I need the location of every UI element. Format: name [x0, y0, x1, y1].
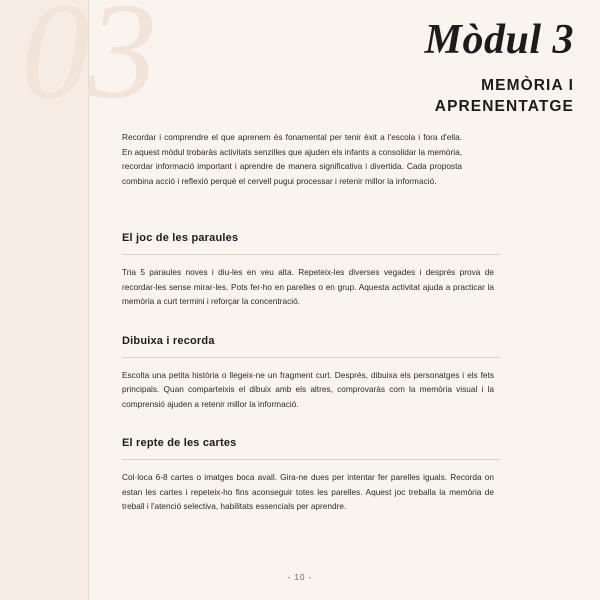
section-title: Dibuixa i recorda: [122, 334, 215, 347]
section-body: Col·loca 6-8 cartes o imatges boca avall. Gira-ne dues per intentar fer parelles iguals. Recorda on estan les cartes i repeteix-ho fins aconseguir totes les parelles. Aquest joc treballa la memòria de treball i l'atenció selectiva, habilitats essencials per aprendre.: [122, 472, 494, 512]
page-subtitle-line-2: APRENENTATGE: [434, 98, 574, 116]
module-number-watermark: 03: [21, 0, 155, 127]
section-item: [122, 232, 500, 309]
section-divider: [122, 357, 500, 358]
section-body: Tria 5 paraules noves i diu-les en veu alta. Repeteix-les diverses vegades i després prova de recordar-les sense mirar-les. Pots fer-ho en parelles o en grup. Aquesta activitat ajuda a practicar la memòria a curt termini i reforçar la concentració.: [122, 267, 494, 307]
section-body: Escolta una petita història o llegeix-ne un fragment curt. Després, dibuixa els personatges i els fets principals. Quan comparteixis el dibuix amb els altres, comprovaràs com la memòria visual i la comprensió ajuden a retenir millor la informació.: [122, 369, 494, 409]
page-subtitle: [244, 76, 574, 118]
section-title: El repte de les cartes: [122, 437, 237, 450]
page-footer: [0, 573, 600, 582]
section-title: El joc de les paraules: [122, 232, 239, 244]
page-subtitle-line-1: MEMÒRIA I: [481, 77, 574, 95]
page-title: Mòdul 3: [424, 17, 574, 63]
section-item: [122, 335, 500, 412]
intro-paragraph: Recordar i comprendre el que aprenem és fonamental per tenir èxit a l'escola i fora d'ella. En aquest mòdul trobaràs activitats senzilles que ajuden els infants a consolidar la memòria, recordar informació important i aprendre de manera significativa i divertida. Cada proposta combina acció i reflexió perquè el cervell pugui processar i retenir millor la informació.: [122, 132, 462, 186]
section-divider: [122, 254, 500, 255]
section-item: [122, 437, 500, 514]
sections-list: [122, 232, 500, 540]
section-divider: [122, 459, 500, 460]
page-header: [244, 18, 574, 118]
page-number: - 10 -: [287, 573, 313, 582]
